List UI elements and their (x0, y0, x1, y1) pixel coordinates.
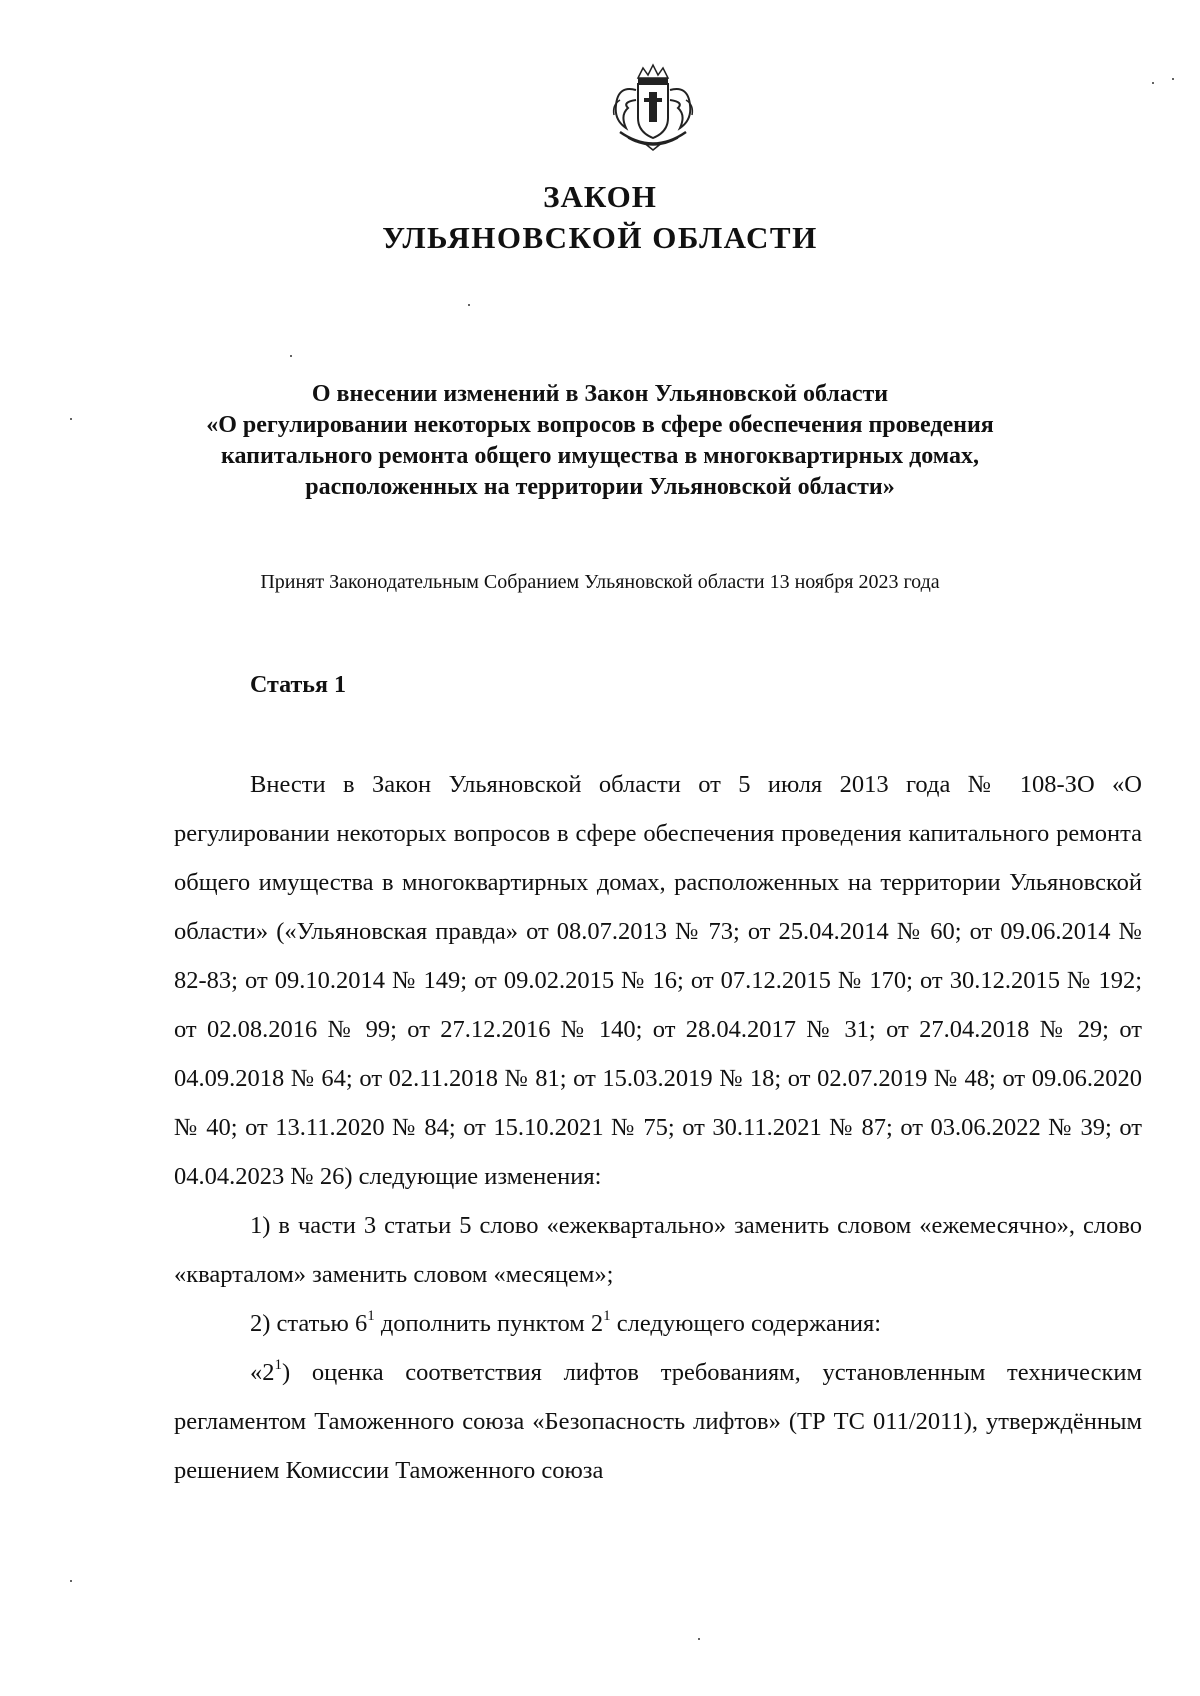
scan-speck (1172, 78, 1174, 80)
article-item-2-part-b: дополнить пунктом 2 (374, 1310, 604, 1337)
article-item-2-sup-1: 1 (367, 1307, 375, 1324)
law-subject (150, 379, 1050, 503)
article-item-2 (174, 1299, 1142, 1348)
article-intro-paragraph: Внести в Закон Ульяновской области от 5 июля 2013 года № 108-ЗО «О регулировании некоторых вопросов в сфере обеспечения проведения капитального ремонта общего имущества в многоквартирных домах, расположенных на территории Ульяновской области» («Ульяновская правда» от 08.07.2013 № 73; от 25.04.2014 № 60; от 09.06.2014 № 82-83; от 09.10.2014 № 149; от 09.02.2015 № 16; от 07.12.2015 № 170; от 30.12.2015 № 192; от 02.08.2016 № 99; от 27.12.2016 № 140; от 28.04.2017 № 31; от 27.04.2018 № 29; от 04.09.2018 № 64; от 02.11.2018 № 81; от 15.03.2019 № 18; от 02.07.2019 № 48; от 09.06.2020 № 40; от 13.11.2020 № 84; от 15.10.2021 № 75; от 30.11.2021 № 87; от 03.06.2022 № 39; от 04.04.2023 № 26) следующие изменения: (174, 771, 1142, 1190)
scan-speck (290, 355, 292, 357)
scan-speck (70, 1580, 72, 1582)
scan-speck (1152, 82, 1154, 84)
quoted-clause-part-b: ) оценка соответствия лифтов требованиям, установленным техническим регламентом Таможенного союза «Безопасность лифтов» (ТР ТС 011/2011), утверждённым решением Комиссии Таможенного союза (174, 1359, 1142, 1484)
article-item-2-part-a: 2) статью 6 (250, 1310, 368, 1337)
article-item-1: 1) в части 3 статьи 5 слово «ежеквартально» заменить словом «ежемесячно», слово «кварталом» заменить словом «месяцем»; (174, 1212, 1142, 1288)
law-subject-line2: «О регулировании некоторых вопросов в сфере обеспечения проведения (206, 412, 994, 438)
law-subject-line4: расположенных на территории Ульяновской области» (305, 474, 895, 500)
law-subject-line1: О внесении изменений в Закон Ульяновской области (311, 381, 889, 407)
coat-of-arms-icon (598, 60, 708, 160)
law-title-line2: УЛЬЯНОВСКОЙ ОБЛАСТИ (382, 220, 818, 255)
quoted-clause-part-a: «2 (250, 1359, 275, 1386)
law-title (0, 176, 1200, 258)
scan-speck (70, 418, 72, 420)
adoption-note: Принят Законодательным Собранием Ульяновской области 13 ноября 2023 года (260, 571, 940, 593)
law-subject-line3: капитального ремонта общего имущества в многоквартирных домах, (221, 443, 979, 469)
scan-speck (698, 1638, 700, 1640)
scan-speck (468, 304, 470, 306)
article-heading: Статья 1 (250, 672, 346, 698)
law-title-line1: ЗАКОН (543, 179, 657, 214)
article-item-2-part-c: следующего содержания: (610, 1310, 882, 1337)
article-quoted-clause (174, 1348, 1142, 1495)
article-item-2-sup-2: 1 (603, 1307, 611, 1324)
quoted-clause-sup: 1 (274, 1356, 282, 1373)
article-body (174, 760, 1142, 1495)
